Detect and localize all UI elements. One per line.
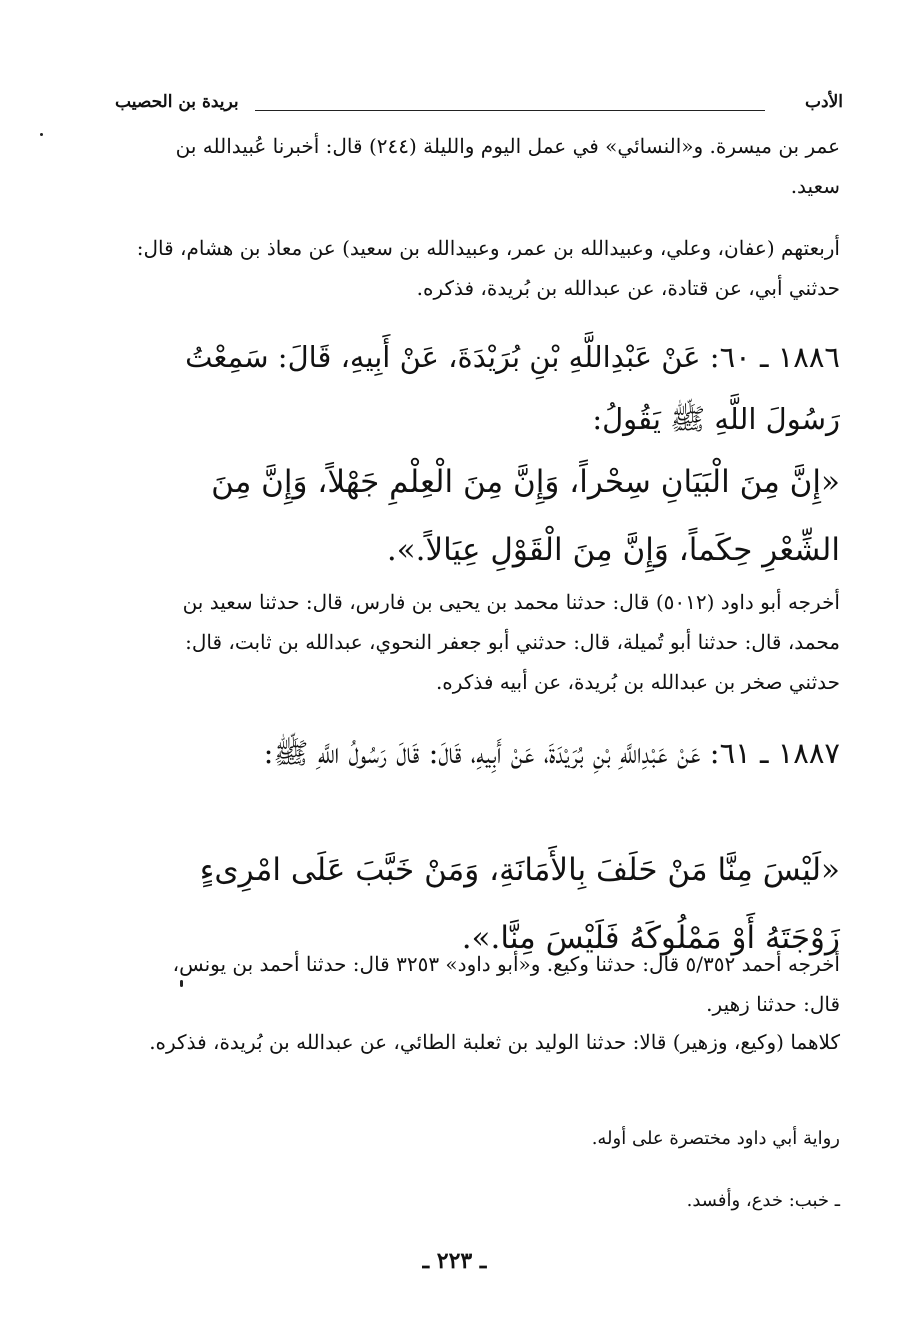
page-number: ـ ٢٢٣ ـ [422, 1248, 487, 1274]
stray-mark [180, 980, 183, 987]
takhrij-1887-b: كلاهما (وكيع، وزهير) قالا: حدثنا الوليد بن ثعلبة الطائي، عن عبدالله بن بُريدة، فذكره. [149, 1030, 840, 1054]
hadith-1887-isnad: ١٨٨٧ ـ ٦١: عَنْ عَبْدِاللَّهِ بْنِ بُرَيْدَةَ، عَنْ أَبِيهِ، قَالَ: قَالَ رَسُولُ اللَّهِ ﷺ: [263, 736, 840, 770]
stray-mark [40, 133, 43, 136]
section-title: بريدة بن الحصيب [115, 92, 239, 112]
takhrij-1887-a: أخرجه أحمد ٥/٣٥٢ قال: حدثنا وكيع. و«أبو داود» ٣٢٥٣ قال: حدثنا أحمد بن يونس، قال: حدثنا زهير. [172, 952, 840, 1016]
footnote-abu-dawud: رواية أبي داود مختصرة على أوله. [591, 1128, 840, 1149]
takhrij-chain: أربعتهم (عفان، وعلي، وعبيدالله بن عمر، وعبيدالله بن سعيد) عن معاذ بن هشام، قال: حدثني أبي، عن قتادة، عن عبدالله بن بُريدة، فذكره. [136, 236, 840, 300]
footnote-gloss: ـ خبب: خدع، وأفسد. [686, 1190, 840, 1211]
takhrij-1886: أخرجه أبو داود (٥٠١٢) قال: حدثنا محمد بن يحيى بن فارس، قال: حدثنا سعيد بن محمد، قال: حدثنا أبو تُميلة، قال: حدثني أبو جعفر النحوي، عبدالله بن ثابت، قال: حدثني صخر بن عبدالله بن بُريدة، عن أبيه فذكره. [182, 590, 840, 694]
running-header [115, 92, 843, 118]
header-rule [255, 110, 765, 111]
hadith-1886-matn: «إِنَّ مِنَ الْبَيَانِ سِحْراً، وَإِنَّ مِنَ الْعِلْمِ جَهْلاً، وَإِنَّ مِنَ الشِّعْرِ حِكَماً، وَإِنَّ مِنَ الْقَوْلِ عِيَالاً.». [211, 464, 840, 568]
chapter-title: الأدب [805, 92, 843, 112]
takhrij-continuation: عمر بن ميسرة. و«النسائي» في عمل اليوم والليلة (٢٤٤) قال: أخبرنا عُبيدالله بن سعيد. [175, 134, 840, 198]
hadith-1886-isnad: ١٨٨٦ ـ ٦٠: عَنْ عَبْدِاللَّهِ بْنِ بُرَيْدَةَ، عَنْ أَبِيهِ، قَالَ: سَمِعْتُ رَسُولَ اللَّهِ ﷺ يَقُولُ: [185, 340, 840, 436]
hadith-1887-matn: «لَيْسَ مِنَّا مَنْ حَلَفَ بِالأَمَانَةِ، وَمَنْ خَبَّبَ عَلَى امْرِىءٍ زَوْجَتَهُ أَوْ مَمْلُوكَهُ فَلَيْسَ مِنَّا.». [199, 852, 840, 956]
